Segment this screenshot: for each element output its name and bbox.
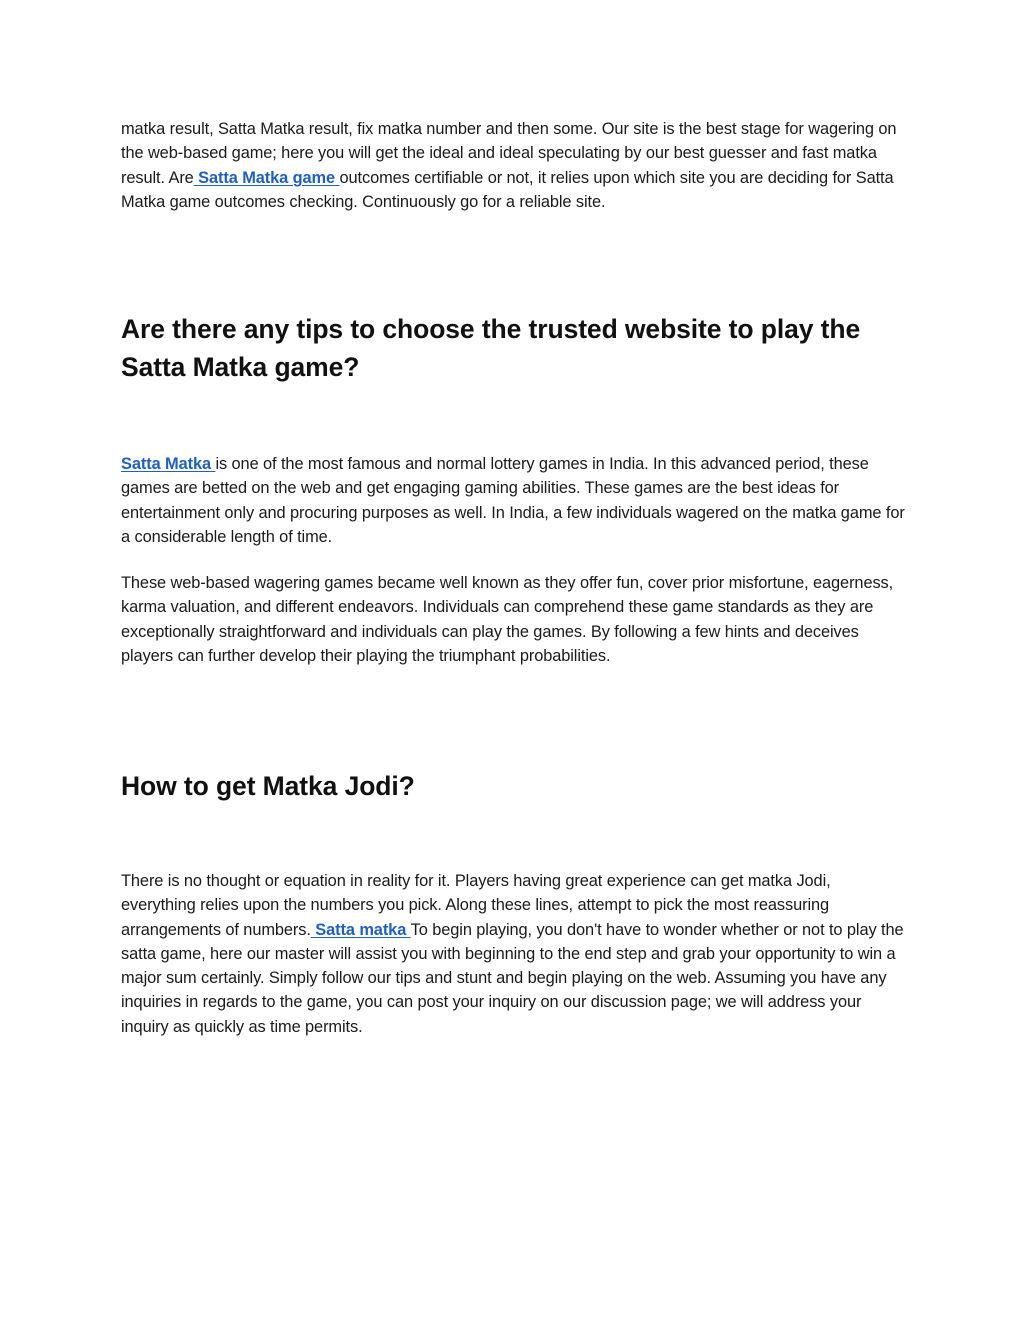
satta-matka-link[interactable]: Satta Matka: [121, 455, 216, 473]
intro-text-start: matka result, Satta Matka result, fix matka number and then some. Our site is the best stage for wagering on the web-based game; here you will get the ideal and ideal speculating by our best guesser and fast matka result. Are: [121, 120, 897, 187]
web-based-games-paragraph: These web-based wagering games became well known as they offer fun, cover prior misfortune, eagerness, karma valuation, and different endeavors. Individuals can comprehend these game standards as they are exceptionally straightforward and individuals can play the games. By following a few hints and deceives players can further develop their playing the triumphant probabilities.: [121, 574, 894, 665]
matka-jodi-paragraph: [121, 869, 906, 1039]
satta-matka-game-link[interactable]: Satta Matka game: [193, 168, 340, 187]
intro-text-end: outcomes certifiable or not, it relies upon which site you are deciding for Satta Matka game outcomes checking. Continuously go for a reliable site.: [121, 168, 894, 211]
jodi-text-end: To begin playing, you don't have to wonder whether or not to play the satta game, here our master will assist you with beginning to the end step and grab your opportunity to win a major sum certainly. Simply follow our tips and stunt and begin playing on the web. Assuming you have any inquiries in regards to the game, you can post your inquiry on our discussion page; we will address your inquiry as quickly as time permits.: [121, 920, 904, 1036]
description-text: is one of the most famous and normal lottery games in India. In this advanced period, these games are betted on the web and get engaging gaming abilities. These games are the best ideas for entertainment only and procuring purposes as well. In India, a few individuals wagered on the matka game for a considerable length of time.: [121, 455, 905, 546]
heading-trusted-website-tips: Are there any tips to choose the trusted website to play the Satta Matka game?: [121, 314, 861, 382]
jodi-text-start: There is no thought or equation in reality for it. Players having great experience can get matka Jodi, everything relies upon the numbers you pick. Along these lines, attempt to pick the most reassuring arrangements of numbers.: [121, 872, 831, 939]
satta-matka-description-paragraph: [121, 452, 906, 549]
satta-matka-inline-link[interactable]: Satta matka: [310, 920, 411, 939]
intro-paragraph: [121, 117, 906, 214]
heading-matka-jodi: How to get Matka Jodi?: [121, 771, 415, 801]
